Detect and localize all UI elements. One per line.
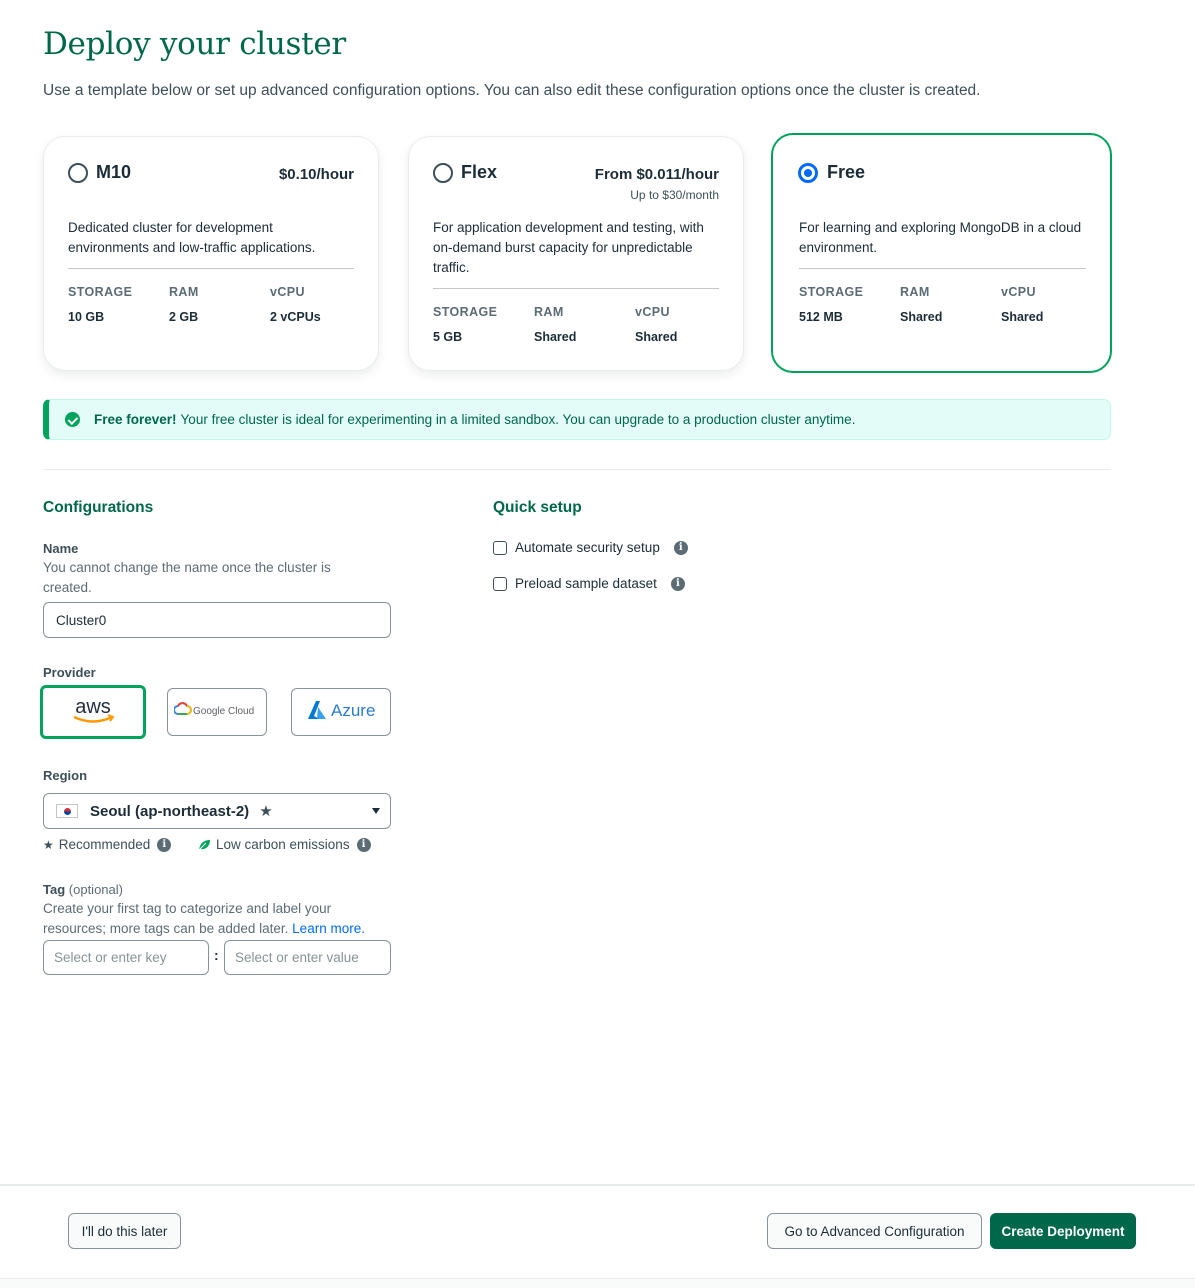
- radio-m10[interactable]: [68, 163, 88, 183]
- tier-card-m10[interactable]: [43, 136, 379, 371]
- preload-dataset-label[interactable]: Preload sample dataset: [515, 576, 657, 591]
- legend-low-carbon-label: Low carbon emissions: [216, 837, 350, 852]
- legend-low-carbon: [198, 837, 371, 852]
- tag-label: [43, 882, 123, 897]
- spec-ram: [900, 285, 942, 324]
- spec-vcpu-label: vCPU: [270, 285, 305, 299]
- region-select[interactable]: [43, 793, 391, 829]
- tier-name: M10: [96, 162, 132, 182]
- spec-ram-label: RAM: [900, 285, 930, 299]
- tier-divider: [433, 288, 719, 289]
- azure-logo-icon: [306, 698, 376, 727]
- spec-storage: [433, 305, 497, 344]
- spec-storage-value: 10 GB: [68, 310, 105, 324]
- spec-storage: [68, 285, 132, 324]
- svg-text:aws: aws: [75, 695, 111, 718]
- spec-storage-value: 512 MB: [799, 310, 843, 324]
- provider-label: Provider: [43, 665, 96, 680]
- spec-vcpu-label: vCPU: [635, 305, 670, 319]
- spec-vcpu: [270, 285, 321, 324]
- automate-security-label[interactable]: Automate security setup: [515, 540, 660, 555]
- tier-price-sub: Up to $30/month: [630, 188, 719, 202]
- spec-ram-label: RAM: [169, 285, 199, 299]
- tag-label-text: Tag: [43, 882, 66, 897]
- spec-ram-value: Shared: [534, 330, 577, 344]
- automate-security-option: [493, 540, 688, 555]
- spec-ram: [534, 305, 576, 344]
- check-circle-icon: [65, 412, 80, 427]
- spec-vcpu-label: vCPU: [1001, 285, 1036, 299]
- spec-vcpu: [635, 305, 677, 344]
- tier-price: $0.10/hour: [278, 166, 354, 183]
- spec-vcpu-value: 2 vCPUs: [270, 310, 321, 324]
- caret-down-icon: [372, 808, 380, 814]
- leaf-icon: [198, 839, 211, 851]
- free-forever-banner: [43, 399, 1111, 440]
- spec-vcpu-value: Shared: [635, 330, 678, 344]
- tier-name: Free: [827, 162, 866, 182]
- aws-logo-icon: [70, 695, 116, 730]
- quick-setup-title: Quick setup: [493, 499, 582, 516]
- cluster-name-input[interactable]: Cluster0: [43, 602, 391, 638]
- advanced-config-button[interactable]: Go to Advanced Configuration: [767, 1213, 982, 1249]
- tier-name: Flex: [461, 162, 498, 182]
- tier-description: Dedicated cluster for development environments and low-traffic applications.: [68, 220, 316, 255]
- footer-bottom: [0, 1278, 1195, 1288]
- google-cloud-logo-icon: [174, 700, 260, 725]
- spec-vcpu: [1001, 285, 1043, 324]
- spec-storage-label: STORAGE: [68, 285, 133, 299]
- tier-card-free[interactable]: [771, 133, 1112, 373]
- tier-card-flex[interactable]: [408, 136, 744, 371]
- info-icon[interactable]: i: [357, 838, 371, 852]
- region-value: Seoul (ap-northeast-2): [90, 802, 250, 820]
- tag-value-input[interactable]: Select or enter value: [224, 940, 391, 975]
- banner-bold: Free forever!: [94, 412, 177, 427]
- spec-storage-label: STORAGE: [799, 285, 864, 299]
- spec-ram-value: 2 GB: [169, 310, 199, 324]
- do-later-button[interactable]: I'll do this later: [68, 1213, 181, 1249]
- tier-description: For application development and testing, with on-demand burst capacity for unpredictable traffic.: [433, 220, 704, 275]
- star-icon: ★: [43, 837, 54, 852]
- preload-dataset-option: [493, 576, 685, 591]
- radio-free[interactable]: [798, 163, 818, 183]
- tag-key-input[interactable]: Select or enter key: [43, 940, 209, 975]
- star-icon: ★: [259, 803, 273, 820]
- tag-optional: (optional): [68, 882, 123, 897]
- tier-description: For learning and exploring MongoDB in a cloud environment.: [799, 220, 1082, 255]
- name-help: You cannot change the name once the cluster is created.: [43, 560, 331, 595]
- tag-help: [43, 899, 383, 939]
- info-icon[interactable]: i: [157, 838, 171, 852]
- page-title: Deploy your cluster: [43, 26, 346, 62]
- radio-flex[interactable]: [433, 163, 453, 183]
- section-divider: [43, 469, 1111, 470]
- tag-separator: :: [214, 947, 219, 963]
- preload-dataset-checkbox[interactable]: [493, 577, 507, 591]
- provider-azure-button[interactable]: [291, 688, 391, 736]
- automate-security-checkbox[interactable]: [493, 541, 507, 555]
- spec-storage-value: 5 GB: [433, 330, 463, 344]
- name-label: Name: [43, 541, 79, 556]
- spec-storage: [799, 285, 863, 324]
- tier-divider: [68, 268, 354, 269]
- banner-text: Your free cluster is ideal for experimenting in a limited sandbox. You can upgrade to a production cluster anytime.: [180, 412, 856, 427]
- provider-gcp-button[interactable]: [167, 688, 267, 736]
- tag-help-text: Create your first tag to categorize and label your resources; more tags can be added later.: [43, 901, 332, 936]
- learn-more-link[interactable]: Learn more.: [292, 921, 365, 936]
- legend-recommended-label: Recommended: [58, 837, 151, 852]
- spec-vcpu-value: Shared: [1001, 310, 1044, 324]
- south-korea-flag-icon: [56, 804, 78, 818]
- svg-text:Azure: Azure: [331, 700, 376, 720]
- configurations-title: Configurations: [43, 499, 154, 516]
- spec-ram-label: RAM: [534, 305, 564, 319]
- info-icon[interactable]: i: [674, 541, 688, 555]
- region-label: Region: [43, 768, 88, 783]
- create-deployment-button[interactable]: Create Deployment: [990, 1213, 1136, 1249]
- info-icon[interactable]: i: [671, 577, 685, 591]
- page-subtitle: Use a template below or set up advanced configuration options. You can also edit these configuration options once the cluster is created.: [43, 82, 981, 99]
- provider-aws-button[interactable]: [40, 685, 146, 739]
- spec-ram-value: Shared: [900, 310, 943, 324]
- spec-ram: [169, 285, 199, 324]
- legend-recommended: [43, 837, 171, 852]
- tier-price: From $0.011/hour: [594, 166, 719, 183]
- spec-storage-label: STORAGE: [433, 305, 498, 319]
- svg-text:Google Cloud: Google Cloud: [193, 705, 255, 717]
- tier-divider: [799, 268, 1086, 269]
